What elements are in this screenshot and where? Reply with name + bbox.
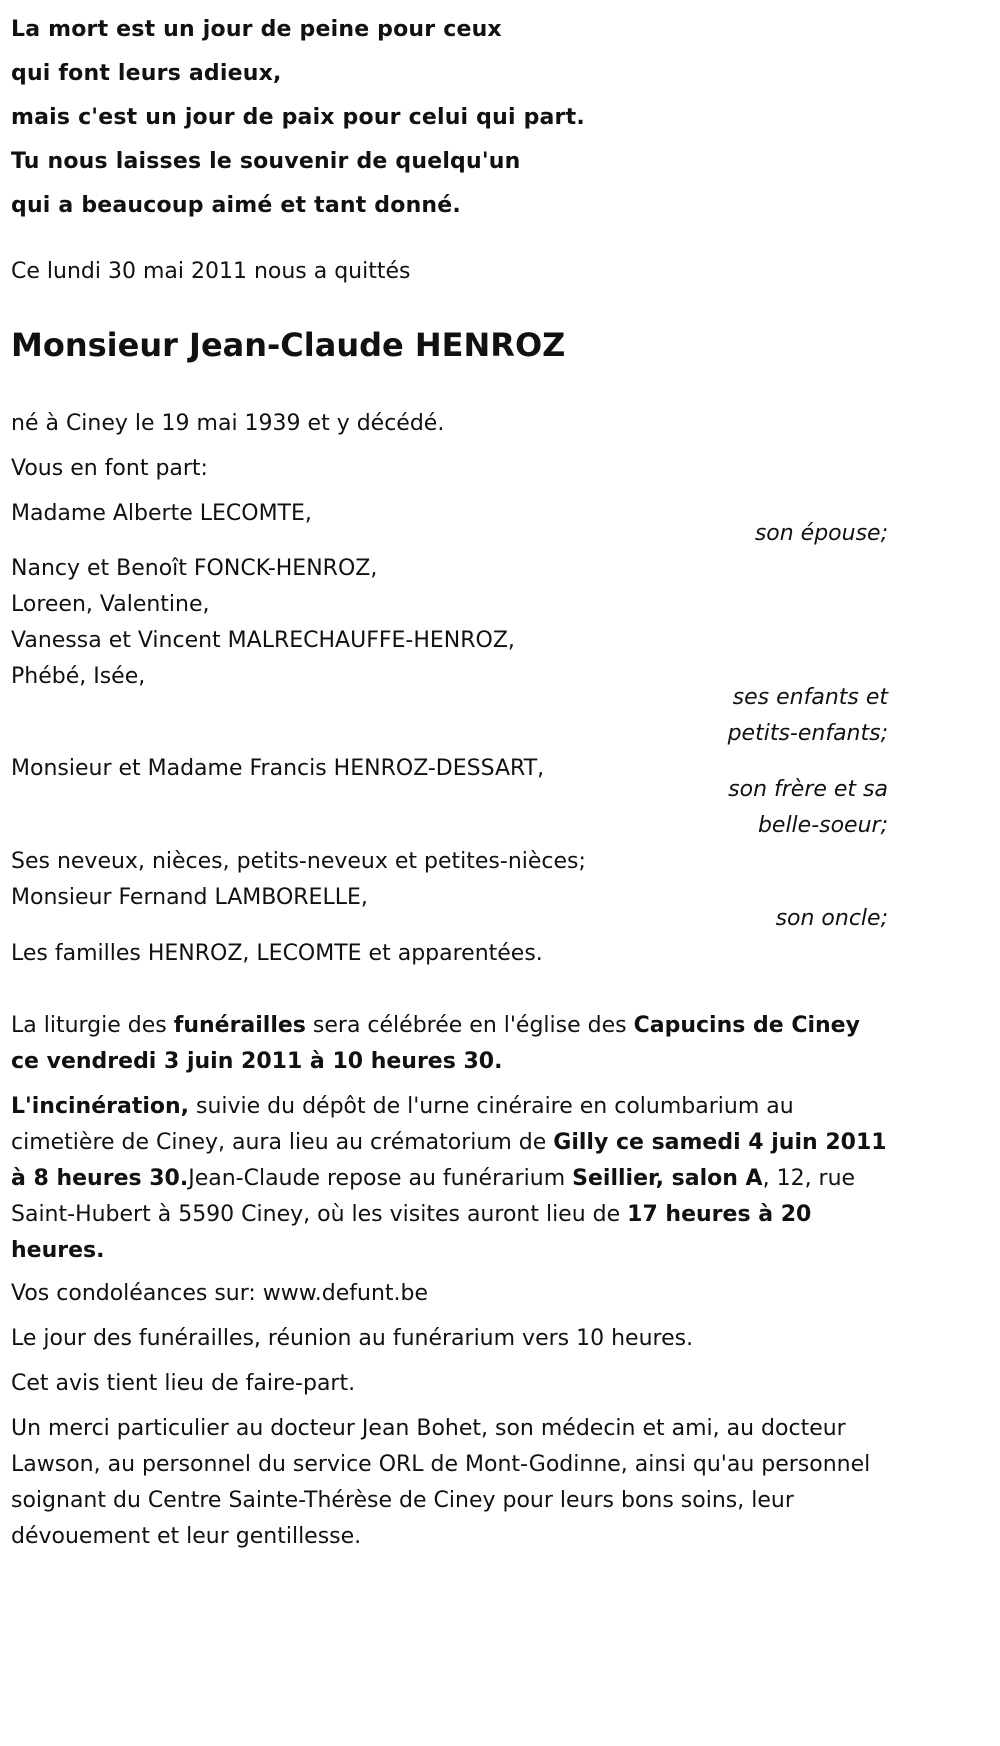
poem-line-2: qui font leurs adieux, (11, 61, 282, 86)
poem-line-5: qui a beaucoup aimé et tant donné. (11, 193, 461, 218)
liturgy-text-2: sera célébrée en l'église des (305, 1013, 634, 1038)
death-date-intro: Ce lundi 30 mai 2011 nous a quittés (11, 259, 411, 284)
liturgy-bold-1: funérailles (173, 1013, 306, 1038)
spouse-relation: son épouse; (754, 521, 888, 546)
brother-relation-1: son frère et sa (728, 777, 888, 802)
children-line-4: Phébé, Isée, (11, 664, 146, 689)
families-line: Les familles HENROZ, LECOMTE et apparentées. (11, 941, 543, 966)
nephews-line: Ses neveux, nièces, petits-neveux et petites-nièces; (11, 849, 586, 874)
liturgy-paragraph (11, 1008, 891, 1080)
uncle-relation: son oncle; (775, 906, 888, 931)
cremation-text-2: Jean-Claude repose au funérarium (188, 1166, 573, 1191)
thanks-paragraph: Un merci particulier au docteur Jean Bohet, son médecin et ami, au docteur Lawson, au personnel du service ORL de Mont-Godinne, ainsi qu'au personnel soignant du Centre Sainte-Thérèse de Ciney pour leurs bons soins, leur dévouement et leur gentillesse. (11, 1416, 871, 1549)
announce-line: Vous en font part: (11, 456, 208, 481)
brother-line: Monsieur et Madame Francis HENROZ-DESSART, (11, 756, 545, 781)
uncle-line: Monsieur Fernand LAMBORELLE, (11, 885, 368, 910)
poem-line-4: Tu nous laisses le souvenir de quelqu'un (11, 149, 521, 174)
poem-line-3: mais c'est un jour de paix pour celui qui part. (11, 105, 585, 130)
cremation-bold-3: Seillier, salon A (572, 1166, 763, 1191)
children-relation-1: ses enfants et (732, 685, 888, 710)
meeting-line: Le jour des funérailles, réunion au funérarium vers 10 heures. (11, 1326, 694, 1351)
poem (11, 8, 585, 228)
birth-line: né à Ciney le 19 mai 1939 et y décédé. (11, 411, 445, 436)
brother-relation-2: belle-soeur; (757, 813, 888, 838)
condolences-line: Vos condoléances sur: www.defunt.be (11, 1281, 429, 1306)
children-line-2: Loreen, Valentine, (11, 592, 210, 617)
cremation-text-1: suivie du dépôt de l'urne cinéraire en columbarium au cimetière de Ciney, aura lieu au crématorium de (11, 1094, 794, 1155)
cremation-bold-4: 17 heures à 20 heures. (11, 1202, 812, 1263)
deceased-name: Monsieur Jean-Claude HENROZ (11, 326, 566, 364)
children-relation-2: petits-enfants; (727, 721, 888, 746)
children-line-3: Vanessa et Vincent MALRECHAUFFE-HENROZ, (11, 628, 515, 653)
liturgy-text-1: La liturgie des (11, 1013, 174, 1038)
liturgy-bold-2: Capucins de Ciney ce vendredi 3 juin 2011 à 10 heures 30. (11, 1013, 860, 1074)
poem-line-1: La mort est un jour de peine pour ceux (11, 17, 502, 42)
notice-line: Cet avis tient lieu de faire-part. (11, 1371, 356, 1396)
children-line-1: Nancy et Benoît FONCK-HENROZ, (11, 556, 378, 581)
cremation-bold-2: Gilly ce samedi 4 juin 2011 à 8 heures 30. (11, 1130, 887, 1191)
cremation-paragraph (11, 1089, 891, 1269)
cremation-text-3: , 12, rue Saint-Hubert à 5590 Ciney, où les visites auront lieu de (11, 1166, 856, 1227)
cremation-bold-1: L'incinération, (11, 1094, 190, 1119)
spouse-name: Madame Alberte LECOMTE, (11, 501, 312, 526)
